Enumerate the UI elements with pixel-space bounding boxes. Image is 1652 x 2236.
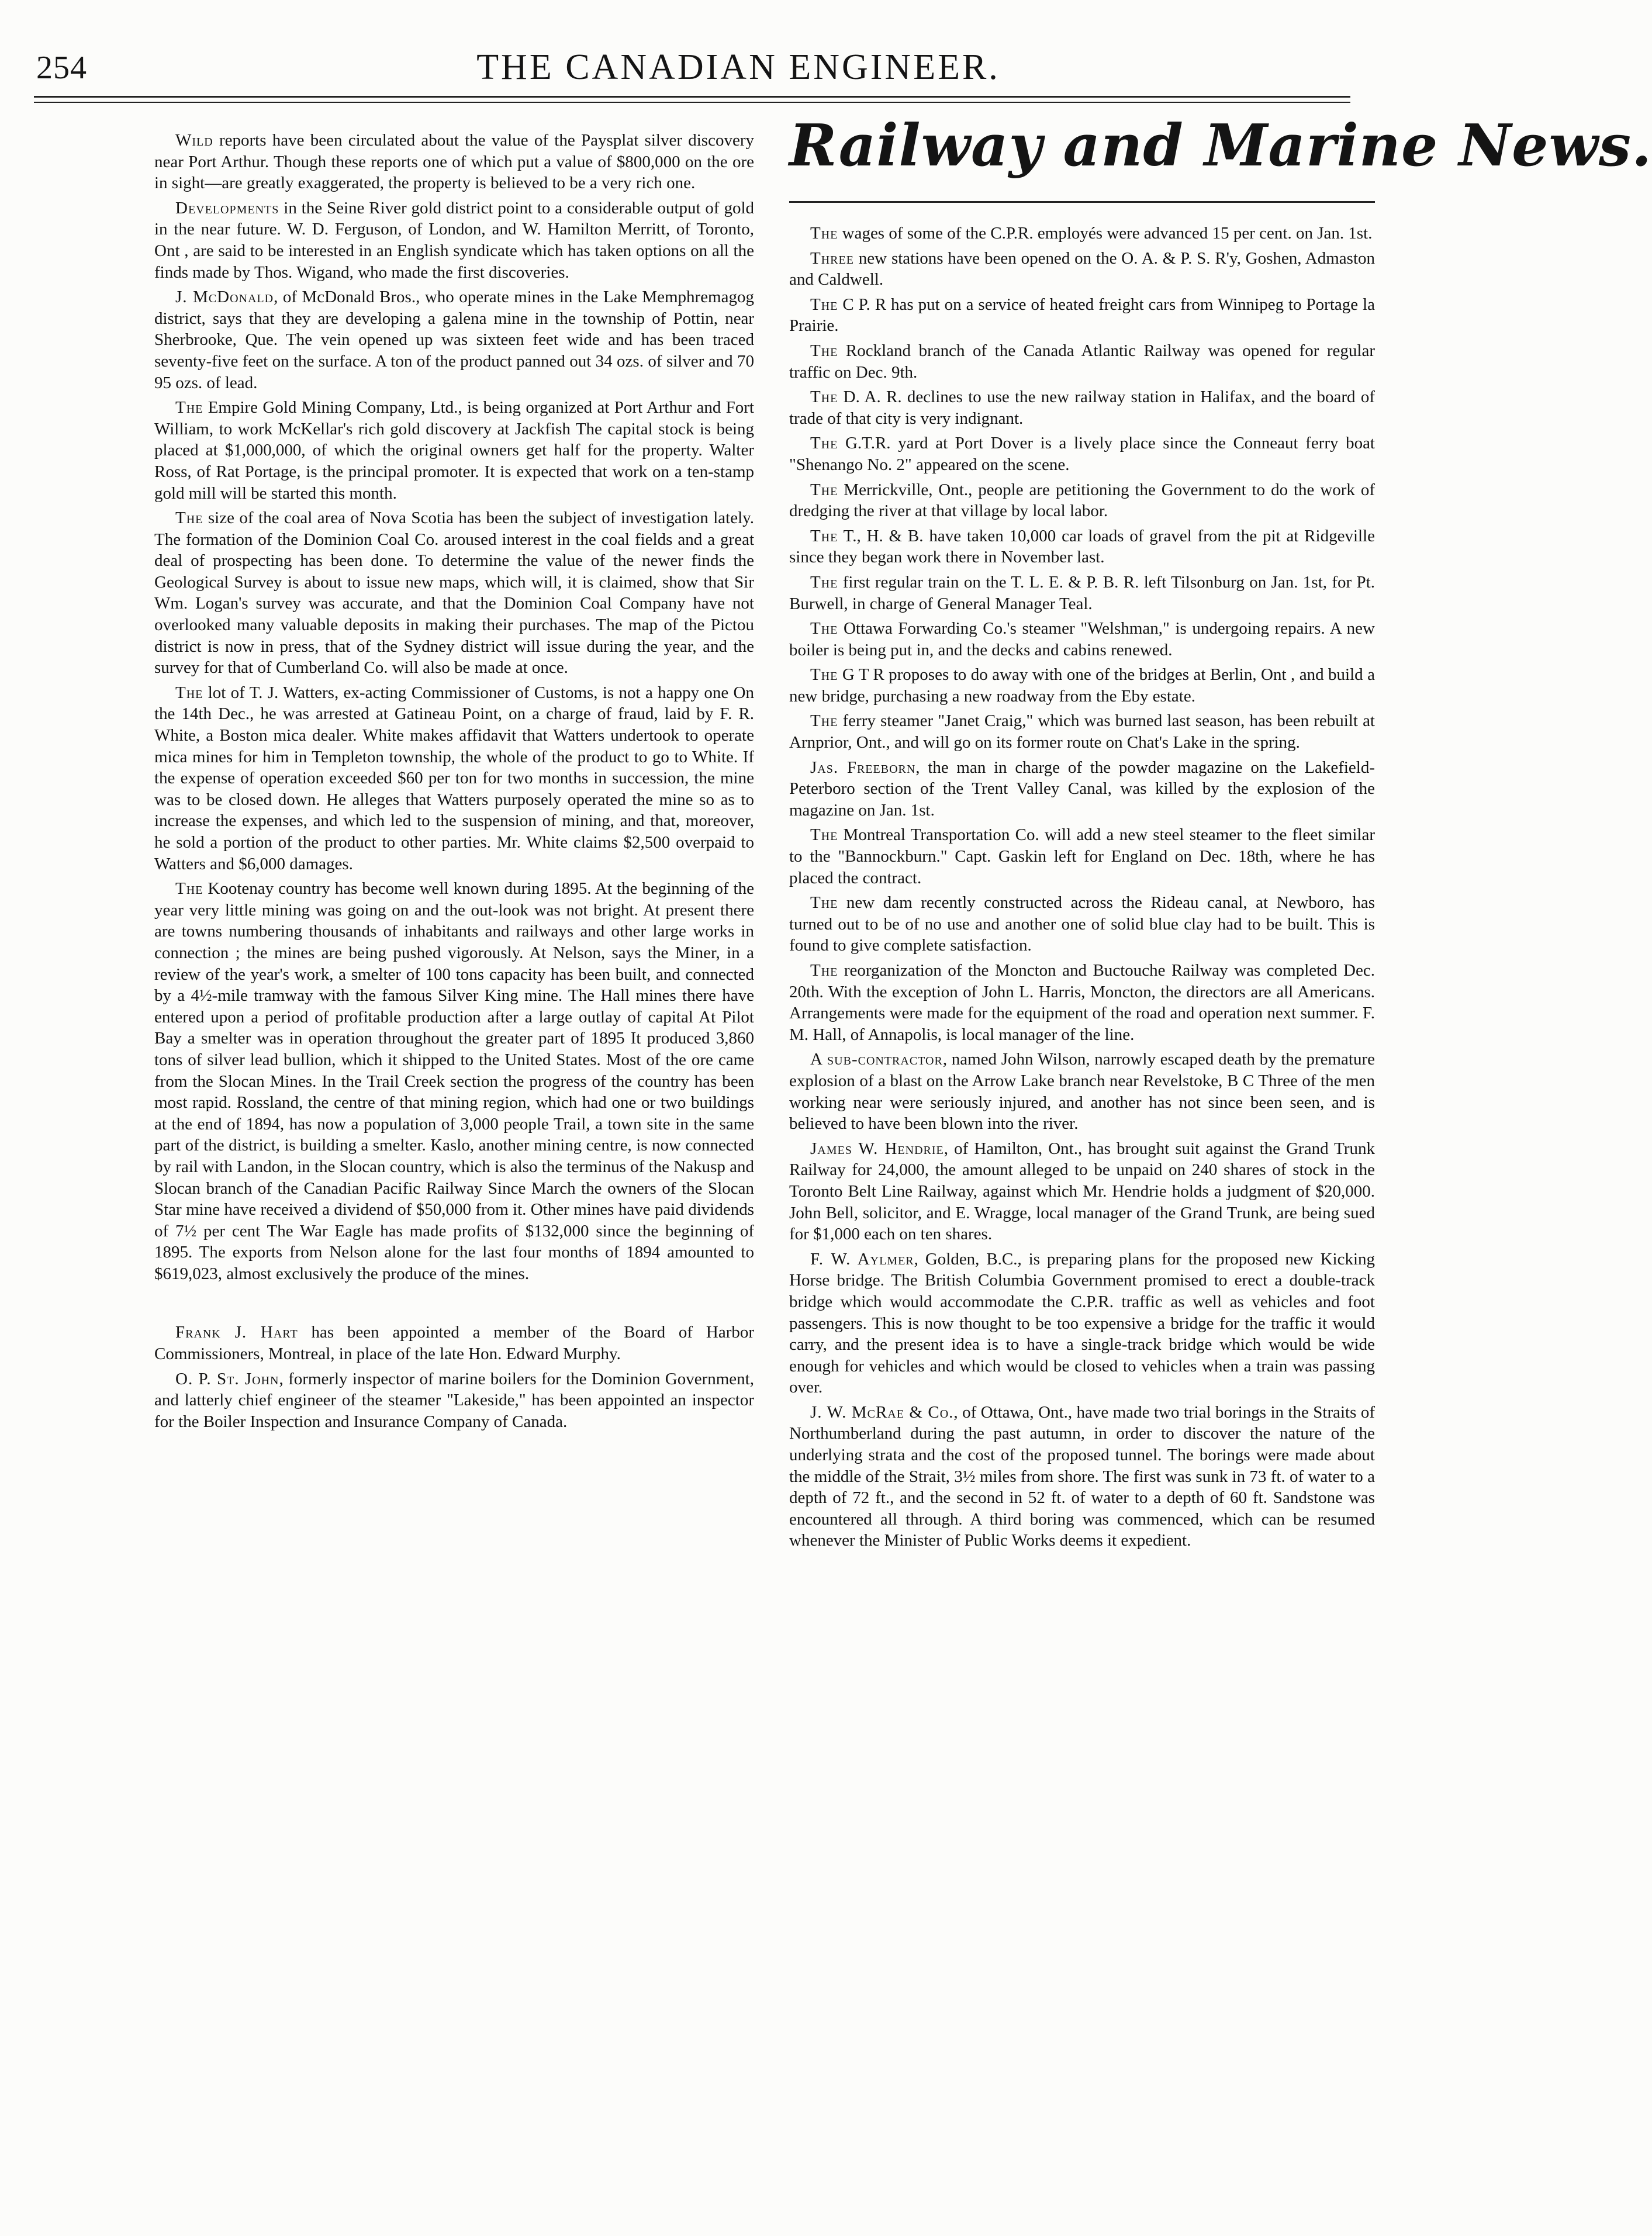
section-rule: [789, 201, 1375, 203]
paragraph-lead: James W. Hendrie: [810, 1139, 944, 1158]
paragraph-text: Rockland branch of the Canada Atlantic Railway was opened for regular traffic on Dec. 9th.: [789, 341, 1375, 382]
paragraph-text: , named John Wilson, narrowly escaped death by the premature explosion of a blast on the Arrow Lake branch near Revelstoke, B C Three of the men working near were seriously injured, and another has not since been seen, and is believed to have been blown into the river.: [789, 1050, 1375, 1133]
article-paragraph: [154, 1322, 754, 1364]
news-item: [789, 433, 1375, 475]
paragraph-lead: The: [810, 434, 838, 453]
left-column: [154, 130, 754, 1436]
section-gap: [154, 1288, 754, 1322]
paragraph-lead: Frank J. Hart: [175, 1323, 298, 1342]
paragraph-text: reorganization of the Moncton and Buctouche Railway was completed Dec. 20th. With the exception of John L. Harris, Moncton, the directors are all Americans. Arrangements were made for the equipment of the road and operation next summer. F. M. Hall, of Annapolis, is local manager of the line.: [789, 961, 1375, 1044]
news-item: [789, 572, 1375, 614]
paragraph-lead: F. W. Aylmer: [810, 1249, 914, 1269]
paragraph-text: wages of some of the C.P.R. employés were advanced 15 per cent. on Jan. 1st.: [838, 224, 1373, 243]
paragraph-text: , Golden, B.C., is preparing plans for the proposed new Kicking Horse bridge. The British Columbia Government promised to erect a double-track bridge which would accommodate the C.P.R. traffic as well as vehicles and foot passengers. This is now thought to be too expensive a bridge for the traffic it would carry, and the present idea is to have a single-track bridge which would be wide enough for vehicles and which would be closed to vehicles when a train was passing over.: [789, 1249, 1375, 1397]
paragraph-lead: The: [810, 619, 838, 638]
paragraph-lead: The: [175, 398, 203, 417]
paragraph-text: Ottawa Forwarding Co.'s steamer "Welshman," is undergoing repairs. A new boiler is being put in, and the decks and cabins renewed.: [789, 619, 1375, 659]
news-item: [789, 1402, 1375, 1551]
article-paragraph: [154, 286, 754, 393]
news-item: [789, 710, 1375, 753]
news-item: [789, 248, 1375, 291]
paragraph-lead: A sub-contractor: [810, 1050, 943, 1069]
paragraph-text: size of the coal area of Nova Scotia has been the subject of investigation lately. The formation of the Dominion Coal Co. aroused interest in the coal fields and a great deal of prospecting has been done. To determine the value of the newer finds the Geological Survey is about to issue new maps, which will, it is claimed, show that Sir Wm. Logan's survey was accurate, and that the Dominion Coal Company have not overlooked many valuable deposits in making their purchases. The map of the Pictou district is now in press, that of the Sydney district will issue during the year, and the survey for that of Cumberland Co. will also be made at once.: [154, 509, 754, 678]
paragraph-text: , the man in charge of the powder magazine on the Lakefield-Peterboro section of the Trent Valley Canal, was killed by the explosion of the magazine on Jan. 1st.: [789, 758, 1375, 820]
paragraph-lead: J. McDonald: [175, 288, 274, 307]
paragraph-lead: The: [175, 683, 203, 702]
paragraph-lead: The: [175, 879, 203, 898]
paragraph-text: Merrickville, Ont., people are petitioning the Government to do the work of dredging the river at that village by local labor.: [789, 480, 1375, 521]
paragraph-text: , formerly inspector of marine boilers for the Dominion Government, and latterly chief engineer of the steamer "Lakeside," has been appointed an inspector for the Boiler Inspection and Insurance Company of Canada.: [154, 1369, 754, 1431]
news-item: [789, 1249, 1375, 1398]
section-heading: Railway and Marine News.: [789, 112, 1652, 179]
paragraph-text: first regular train on the T. L. E. & P. B. R. left Tilsonburg on Jan. 1st, for Pt. Burwell, in charge of General Manager Teal.: [789, 572, 1375, 613]
paragraph-lead: The: [810, 295, 838, 314]
article-paragraph: [154, 682, 754, 875]
news-item: [789, 294, 1375, 337]
paragraph-text: G.T.R. yard at Port Dover is a lively place since the Conneaut ferry boat "Shenango No. 2" appeared on the scene.: [789, 434, 1375, 474]
news-item: [789, 1049, 1375, 1134]
paragraph-text: , of Hamilton, Ont., has brought suit against the Grand Trunk Railway for 24,000, the amount alleged to be unpaid on 240 shares of stock in the Toronto Belt Line Railway, against which Mr. Hendrie holds a judgment of $20,000. John Bell, solicitor, and E. Wragge, local manager of the Grand Trunk, are being sued for $1,000 each on ten shares.: [789, 1139, 1375, 1244]
news-item: [789, 757, 1375, 821]
right-column: [789, 108, 1652, 1555]
paragraph-text: G T R proposes to do away with one of the bridges at Berlin, Ont , and build a new bridge, purchasing a new roadway from the Eby estate.: [789, 665, 1375, 706]
paragraph-lead: J. W. McRae & Co.: [810, 1402, 954, 1422]
paragraph-lead: The: [810, 224, 838, 243]
paragraph-text: C P. R has put on a service of heated freight cars from Winnipeg to Portage la Prairie.: [789, 295, 1375, 336]
paragraph-text: in the Seine River gold district point to a considerable output of gold in the near future. W. D. Ferguson, of London, and W. Hamilton Merritt, of Toronto, Ont , are said to be interested in an English syndicate which has taken options on all the finds made by Thos. Wigand, who made the first discoveries.: [154, 198, 754, 282]
news-item: [789, 892, 1375, 956]
paragraph-text: T., H. & B. have taken 10,000 car loads of gravel from the pit at Ridgeville since they began work there in November last.: [789, 526, 1375, 567]
journal-title: THE CANADIAN ENGINEER.: [476, 47, 1000, 87]
article-paragraph: [154, 198, 754, 283]
paragraph-lead: The: [810, 388, 838, 407]
news-item: [789, 340, 1375, 383]
news-item: [789, 223, 1375, 244]
page-header: [0, 0, 1442, 99]
paragraph-lead: The: [810, 526, 838, 545]
paragraph-text: has been appointed a member of the Board of Harbor Commissioners, Montreal, in place of the late Hon. Edward Murphy.: [154, 1323, 755, 1364]
paragraph-lead: The: [810, 961, 838, 980]
paragraph-lead: The: [175, 509, 203, 528]
news-item: [789, 1138, 1375, 1245]
page-number: 254: [36, 50, 87, 86]
paragraph-lead: The: [810, 825, 838, 845]
news-item: [789, 960, 1375, 1045]
paragraph-text: D. A. R. declines to use the new railway station in Halifax, and the board of trade of that city is very indignant.: [789, 388, 1375, 428]
article-paragraph: [154, 1368, 754, 1433]
paragraph-lead: Jas. Freeborn: [810, 758, 916, 777]
paragraph-text: lot of T. J. Watters, ex-acting Commissioner of Customs, is not a happy one On the 14th Dec., he was arrested at Gatineau Point, on a charge of fraud, laid by F. R. White, a Boston mica dealer. White makes affidavit that Watters undertook to operate mica mines for him in Templeton township, the whole of the product to go to White. If the expense of operation exceeded $60 per ton for two months in succession, the mine was to be closed down. He alleges that Watters purposely operated the mine so as to increase the expenses, and which led to the suspension of mining, and that, moreover, he sold a portion of the product to other parties. Mr. White claims $2,500 overpaid to Watters and $6,000 damages.: [154, 683, 754, 873]
paragraph-text: ferry steamer "Janet Craig," which was burned last season, has been rebuilt at Arnprior, Ont., and will go on its former route on Chat's Lake in the spring.: [789, 711, 1375, 752]
article-paragraph: [154, 397, 754, 504]
paragraph-text: Montreal Transportation Co. will add a new steel steamer to the fleet similar to the "Bannockburn." Capt. Gaskin left for England on Dec. 18th, where he has placed the contract.: [789, 825, 1375, 887]
paragraph-text: , of Ottawa, Ont., have made two trial borings in the Straits of Northumberland during the past autumn, in order to discover the nature of the underlying strata and the cost of the proposed tunnel. The borings were made about the middle of the Strait, 3½ miles from shore. The first was sunk in 73 ft. of water to a depth of 72 ft., and the second in 52 ft. of water to a depth of 60 ft. Sandstone was encountered all through. A third boring was commenced, which can be resumed whenever the Minister of Public Works deems it expedient.: [789, 1402, 1375, 1550]
news-item: [789, 386, 1375, 429]
article-paragraph: [154, 130, 754, 194]
article-paragraph: [154, 878, 754, 1284]
news-item: [789, 526, 1375, 568]
paragraph-text: reports have been circulated about the value of the Paysplat silver discovery near Port Arthur. Though these reports one of which put a value of $800,000 on the ore in sight—are greatly exaggerated, the property is believed to be a very rich one.: [154, 131, 754, 193]
paragraph-lead: Three: [810, 248, 854, 268]
paragraph-text: , of McDonald Bros., who operate mines in the Lake Memphremagog district, says that they are developing a galena mine in the township of Pottin, near Sherbrooke, Que. The vein opened up was sixteen feet wide and has been traced seventy-five feet on the surface. A ton of the product panned out 34 ozs. of silver and 70 95 ozs. of lead.: [154, 288, 754, 392]
paragraph-lead: The: [810, 711, 838, 731]
article-paragraph: [154, 507, 754, 679]
paragraph-lead: O. P. St. John: [175, 1369, 279, 1388]
paragraph-lead: The: [810, 893, 838, 913]
paragraph-text: Kootenay country has become well known during 1895. At the beginning of the year very little mining was going on and the out-look was not bright. At present there are towns numbering thousands of inhabitants and railways and other large works in connection ; the mines are being pushed vigorously. At Nelson, says the Miner, in a review of the year's work, a smelter of 100 tons capacity has been built, and connected by a 4½-mile tramway with the famous Silver King mine. The Hall mines there have entered upon a period of profitable production after a large outlay of capital At Pilot Bay a smelter was in operation throughout the greater part of 1895 It produced 3,860 tons of silver lead bullion, which it shipped to the United States. Most of the ore came from the Slocan Mines. In the Trail Creek section the progress of the country has been most rapid. Rossland, the centre of that mining region, which had one or two buildings at the end of 1894, has now a population of 3,000 people Trail, a town site in the same part of the district, is building a smelter. Kaslo, another mining centre, is now connected by rail with Landon, in the Slocan country, which is also the terminus of the Nakusp and Slocan branch of the Canadian Pacific Railway Since March the owners of the Slocan Star mine have received a dividend of $50,000 from it. Other mines have paid dividends of 7½ per cent The War Eagle has made profits of $132,000 since the beginning of 1895. The exports from Nelson alone for the last four months of 1894 amounted to $619,023, almost exclusively the produce of the mines.: [154, 879, 754, 1283]
paragraph-lead: The: [810, 665, 838, 685]
paragraph-lead: The: [810, 341, 838, 360]
header-rule: [34, 96, 1350, 98]
news-item: [789, 618, 1375, 661]
news-item: [789, 479, 1375, 522]
header-rule: [34, 102, 1350, 103]
paragraph-lead: Wild: [175, 131, 213, 150]
paragraph-lead: The: [810, 480, 838, 499]
paragraph-text: new dam recently constructed across the Rideau canal, at Newboro, has turned out to be of no use and another one of solid blue clay had to be built. This is found to give complete satisfaction.: [789, 893, 1375, 955]
paragraph-lead: Developments: [175, 198, 279, 217]
news-item: [789, 824, 1375, 889]
paragraph-text: Empire Gold Mining Company, Ltd., is being organized at Port Arthur and Fort William, to work McKellar's rich gold discovery at Jackfish The capital stock is being placed at $1,000,000, of which the original owners get half for the property. Walter Ross, of Rat Portage, is the principal promoter. It is expected that work on a ten-stamp gold mill will be started this month.: [154, 398, 754, 503]
news-item: [789, 664, 1375, 707]
paragraph-text: new stations have been opened on the O. A. & P. S. R'y, Goshen, Admaston and Caldwell.: [789, 248, 1375, 289]
paragraph-lead: The: [810, 572, 838, 592]
